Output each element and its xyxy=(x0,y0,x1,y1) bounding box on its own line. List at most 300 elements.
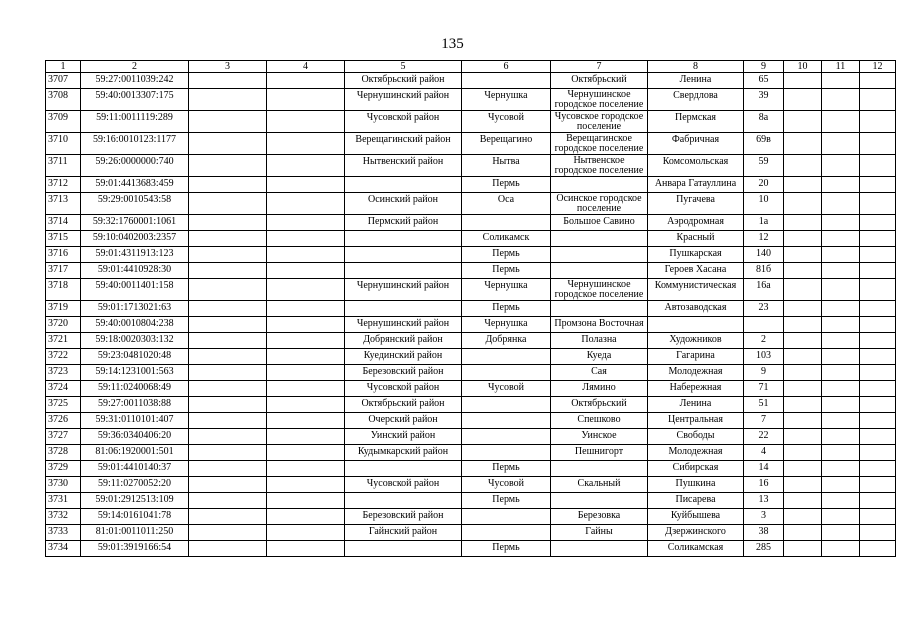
table-cell-col-10 xyxy=(784,89,822,111)
table-cell-col-10 xyxy=(784,525,822,541)
table-cell-col-11 xyxy=(822,413,860,429)
table-cell-col-2: 59:11:0240068:49 xyxy=(81,381,189,397)
table-cell-col-3 xyxy=(189,193,267,215)
table-cell-col-4 xyxy=(267,461,345,477)
table-cell-col-11 xyxy=(822,349,860,365)
table-cell-col-8: Ленина xyxy=(648,397,744,413)
table-cell-col-4 xyxy=(267,301,345,317)
table-row xyxy=(46,89,896,111)
table-cell-col-10 xyxy=(784,133,822,155)
table-cell-col-2: 59:36:0340406:20 xyxy=(81,429,189,445)
table-cell-col-5 xyxy=(345,493,462,509)
table-cell-col-3 xyxy=(189,477,267,493)
table-cell-col-7: Куеда xyxy=(551,349,648,365)
table-cell-col-5: Октябрьский район xyxy=(345,73,462,89)
table-cell-col-7 xyxy=(551,177,648,193)
table-cell-col-5 xyxy=(345,177,462,193)
table-cell-col-2: 59:31:0110101:407 xyxy=(81,413,189,429)
table-cell-col-7: Березовка xyxy=(551,509,648,525)
table-cell-col-1: 3707 xyxy=(46,73,81,89)
table-cell-col-6: Чусовой xyxy=(462,111,551,133)
table-cell-col-8: Автозаводская xyxy=(648,301,744,317)
table-cell-col-10 xyxy=(784,413,822,429)
table-cell-col-12 xyxy=(860,365,896,381)
table-row xyxy=(46,397,896,413)
table-cell-col-6: Пермь xyxy=(462,177,551,193)
table-cell-col-2: 59:23:0481020:48 xyxy=(81,349,189,365)
table-cell-col-1: 3720 xyxy=(46,317,81,333)
table-cell-col-9: 22 xyxy=(744,429,784,445)
table-cell-col-5: Уинский район xyxy=(345,429,462,445)
table-cell-col-3 xyxy=(189,525,267,541)
table-cell-col-3 xyxy=(189,215,267,231)
table-cell-col-9 xyxy=(744,317,784,333)
table-cell-col-3 xyxy=(189,247,267,263)
table-cell-col-9: 51 xyxy=(744,397,784,413)
table-cell-col-9: 2 xyxy=(744,333,784,349)
table-cell-col-2: 59:18:0020303:132 xyxy=(81,333,189,349)
table-cell-col-9: 8а xyxy=(744,111,784,133)
table-cell-col-12 xyxy=(860,111,896,133)
table-cell-col-7 xyxy=(551,461,648,477)
table-cell-col-5: Октябрьский район xyxy=(345,397,462,413)
table-row xyxy=(46,279,896,301)
table-cell-col-11 xyxy=(822,177,860,193)
column-header-1: 1 xyxy=(46,61,81,73)
table-cell-col-5: Кудымкарский район xyxy=(345,445,462,461)
table-cell-col-12 xyxy=(860,133,896,155)
table-cell-col-1: 3711 xyxy=(46,155,81,177)
table-cell-col-7 xyxy=(551,493,648,509)
table-cell-col-8: Дзержинского xyxy=(648,525,744,541)
table-cell-col-3 xyxy=(189,509,267,525)
table-cell-col-4 xyxy=(267,89,345,111)
table-cell-col-11 xyxy=(822,155,860,177)
table-cell-col-7: Уинское xyxy=(551,429,648,445)
table-cell-col-11 xyxy=(822,429,860,445)
table-cell-col-9: 39 xyxy=(744,89,784,111)
table-cell-col-2: 59:01:4410928:30 xyxy=(81,263,189,279)
table-cell-col-6 xyxy=(462,215,551,231)
table-cell-col-4 xyxy=(267,541,345,557)
table-cell-col-6: Чернушка xyxy=(462,89,551,111)
table-row xyxy=(46,445,896,461)
table-cell-col-9: 3 xyxy=(744,509,784,525)
table-cell-col-6 xyxy=(462,429,551,445)
table-row xyxy=(46,177,896,193)
table-cell-col-10 xyxy=(784,429,822,445)
table-cell-col-12 xyxy=(860,301,896,317)
table-cell-col-4 xyxy=(267,509,345,525)
table-cell-col-8: Гагарина xyxy=(648,349,744,365)
table-cell-col-6 xyxy=(462,365,551,381)
table-row xyxy=(46,525,896,541)
table-cell-col-4 xyxy=(267,133,345,155)
table-cell-col-1: 3719 xyxy=(46,301,81,317)
column-header-2: 2 xyxy=(81,61,189,73)
table-cell-col-4 xyxy=(267,365,345,381)
table-cell-col-1: 3722 xyxy=(46,349,81,365)
table-cell-col-12 xyxy=(860,541,896,557)
registry-table xyxy=(45,60,896,557)
table-cell-col-2: 59:40:0010804:238 xyxy=(81,317,189,333)
table-cell-col-6 xyxy=(462,413,551,429)
table-cell-col-8: Сибирская xyxy=(648,461,744,477)
table-cell-col-9: 65 xyxy=(744,73,784,89)
table-cell-col-9: 14 xyxy=(744,461,784,477)
table-row xyxy=(46,111,896,133)
column-header-8: 8 xyxy=(648,61,744,73)
table-cell-col-9: 69в xyxy=(744,133,784,155)
table-cell-col-5: Чусовской район xyxy=(345,477,462,493)
table-cell-col-12 xyxy=(860,349,896,365)
table-cell-col-11 xyxy=(822,493,860,509)
table-cell-col-7 xyxy=(551,247,648,263)
table-cell-col-3 xyxy=(189,133,267,155)
table-row xyxy=(46,231,896,247)
table-cell-col-5 xyxy=(345,541,462,557)
table-cell-col-7: Осинское городское поселение xyxy=(551,193,648,215)
table-cell-col-1: 3725 xyxy=(46,397,81,413)
table-cell-col-9: 285 xyxy=(744,541,784,557)
table-cell-col-5: Березовский район xyxy=(345,365,462,381)
table-cell-col-4 xyxy=(267,263,345,279)
table-cell-col-8: Пушкарская xyxy=(648,247,744,263)
table-cell-col-6: Пермь xyxy=(462,493,551,509)
table-row xyxy=(46,215,896,231)
table-row xyxy=(46,541,896,557)
table-cell-col-11 xyxy=(822,193,860,215)
table-cell-col-2: 59:14:1231001:563 xyxy=(81,365,189,381)
table-cell-col-2: 59:01:2912513:109 xyxy=(81,493,189,509)
table-cell-col-12 xyxy=(860,525,896,541)
table-cell-col-8: Ленина xyxy=(648,73,744,89)
table-cell-col-7: Чернушинское городское поселение xyxy=(551,279,648,301)
table-cell-col-10 xyxy=(784,279,822,301)
table-cell-col-4 xyxy=(267,525,345,541)
table-cell-col-11 xyxy=(822,89,860,111)
table-cell-col-3 xyxy=(189,413,267,429)
table-cell-col-12 xyxy=(860,461,896,477)
table-cell-col-9: 38 xyxy=(744,525,784,541)
table-cell-col-11 xyxy=(822,263,860,279)
table-cell-col-12 xyxy=(860,231,896,247)
table-cell-col-11 xyxy=(822,111,860,133)
table-cell-col-1: 3734 xyxy=(46,541,81,557)
table-cell-col-7: Верещагинское городское поселение xyxy=(551,133,648,155)
table-cell-col-4 xyxy=(267,349,345,365)
table-cell-col-1: 3724 xyxy=(46,381,81,397)
table-row xyxy=(46,381,896,397)
table-cell-col-10 xyxy=(784,215,822,231)
table-cell-col-10 xyxy=(784,231,822,247)
table-cell-col-5: Пермский район xyxy=(345,215,462,231)
table-cell-col-8: Анвара Гатауллина xyxy=(648,177,744,193)
table-cell-col-12 xyxy=(860,493,896,509)
table-cell-col-6: Чусовой xyxy=(462,477,551,493)
table-cell-col-5 xyxy=(345,263,462,279)
table-cell-col-11 xyxy=(822,461,860,477)
table-cell-col-7: Полазна xyxy=(551,333,648,349)
table-cell-col-3 xyxy=(189,445,267,461)
table-cell-col-2: 59:27:0011038:88 xyxy=(81,397,189,413)
table-cell-col-9: 103 xyxy=(744,349,784,365)
table-cell-col-9: 20 xyxy=(744,177,784,193)
column-header-9: 9 xyxy=(744,61,784,73)
table-cell-col-11 xyxy=(822,317,860,333)
table-cell-col-10 xyxy=(784,509,822,525)
table-row xyxy=(46,365,896,381)
table-cell-col-8: Пугачева xyxy=(648,193,744,215)
table-cell-col-2: 59:01:1713021:63 xyxy=(81,301,189,317)
table-cell-col-2: 59:40:0011401:158 xyxy=(81,279,189,301)
table-cell-col-10 xyxy=(784,493,822,509)
table-cell-col-8: Красный xyxy=(648,231,744,247)
table-cell-col-7: Октябрьский xyxy=(551,73,648,89)
table-cell-col-6 xyxy=(462,397,551,413)
table-cell-col-3 xyxy=(189,365,267,381)
table-cell-col-2: 59:27:0011039:242 xyxy=(81,73,189,89)
table-cell-col-6 xyxy=(462,509,551,525)
table-cell-col-8: Комсомольская xyxy=(648,155,744,177)
table-cell-col-3 xyxy=(189,111,267,133)
table-cell-col-8: Центральная xyxy=(648,413,744,429)
table-cell-col-8: Свободы xyxy=(648,429,744,445)
table-cell-col-2: 59:11:0270052:20 xyxy=(81,477,189,493)
column-header-11: 11 xyxy=(822,61,860,73)
table-cell-col-12 xyxy=(860,477,896,493)
column-header-12: 12 xyxy=(860,61,896,73)
table-cell-col-3 xyxy=(189,461,267,477)
table-cell-col-10 xyxy=(784,381,822,397)
data-table xyxy=(45,60,896,557)
table-cell-col-6: Пермь xyxy=(462,461,551,477)
table-cell-col-5: Чусовской район xyxy=(345,111,462,133)
table-cell-col-7: Промзона Восточная xyxy=(551,317,648,333)
table-cell-col-12 xyxy=(860,317,896,333)
table-cell-col-2: 81:01:0011011:250 xyxy=(81,525,189,541)
column-header-10: 10 xyxy=(784,61,822,73)
table-cell-col-6: Нытва xyxy=(462,155,551,177)
table-cell-col-4 xyxy=(267,231,345,247)
table-cell-col-1: 3712 xyxy=(46,177,81,193)
table-cell-col-5: Гайнский район xyxy=(345,525,462,541)
table-cell-col-3 xyxy=(189,541,267,557)
table-cell-col-8: Писарева xyxy=(648,493,744,509)
table-row xyxy=(46,317,896,333)
table-row xyxy=(46,509,896,525)
table-cell-col-3 xyxy=(189,301,267,317)
table-cell-col-5: Березовский район xyxy=(345,509,462,525)
table-cell-col-4 xyxy=(267,155,345,177)
table-cell-col-7: Пешнигорт xyxy=(551,445,648,461)
table-cell-col-10 xyxy=(784,397,822,413)
table-cell-col-12 xyxy=(860,381,896,397)
table-cell-col-4 xyxy=(267,111,345,133)
table-cell-col-12 xyxy=(860,509,896,525)
table-cell-col-4 xyxy=(267,429,345,445)
table-cell-col-1: 3716 xyxy=(46,247,81,263)
table-cell-col-1: 3727 xyxy=(46,429,81,445)
table-row xyxy=(46,349,896,365)
table-row xyxy=(46,263,896,279)
table-cell-col-8: Фабричная xyxy=(648,133,744,155)
table-cell-col-11 xyxy=(822,333,860,349)
table-cell-col-3 xyxy=(189,73,267,89)
table-row xyxy=(46,155,896,177)
table-cell-col-11 xyxy=(822,477,860,493)
column-header-5: 5 xyxy=(345,61,462,73)
table-cell-col-9: 7 xyxy=(744,413,784,429)
table-cell-col-6 xyxy=(462,445,551,461)
table-cell-col-4 xyxy=(267,333,345,349)
table-cell-col-12 xyxy=(860,279,896,301)
table-row xyxy=(46,429,896,445)
table-cell-col-8: Героев Хасана xyxy=(648,263,744,279)
table-row xyxy=(46,413,896,429)
table-cell-col-4 xyxy=(267,177,345,193)
table-cell-col-4 xyxy=(267,477,345,493)
table-cell-col-7: Чусовское городское поселение xyxy=(551,111,648,133)
table-cell-col-8: Аэродромная xyxy=(648,215,744,231)
table-cell-col-7 xyxy=(551,541,648,557)
table-cell-col-1: 3714 xyxy=(46,215,81,231)
table-cell-col-6: Пермь xyxy=(462,247,551,263)
table-cell-col-10 xyxy=(784,247,822,263)
table-cell-col-7: Октябрьский xyxy=(551,397,648,413)
table-cell-col-2: 59:01:4311913:123 xyxy=(81,247,189,263)
table-cell-col-1: 3715 xyxy=(46,231,81,247)
table-cell-col-4 xyxy=(267,247,345,263)
table-row xyxy=(46,73,896,89)
table-cell-col-9: 59 xyxy=(744,155,784,177)
table-cell-col-5 xyxy=(345,247,462,263)
table-cell-col-2: 59:16:0010123:1177 xyxy=(81,133,189,155)
table-cell-col-2: 59:01:4410140:37 xyxy=(81,461,189,477)
table-cell-col-7: Чернушинское городское поселение xyxy=(551,89,648,111)
table-cell-col-12 xyxy=(860,247,896,263)
table-cell-col-8: Пушкина xyxy=(648,477,744,493)
table-cell-col-5 xyxy=(345,461,462,477)
table-cell-col-12 xyxy=(860,429,896,445)
table-cell-col-3 xyxy=(189,429,267,445)
table-cell-col-11 xyxy=(822,525,860,541)
table-cell-col-4 xyxy=(267,279,345,301)
table-cell-col-3 xyxy=(189,493,267,509)
table-cell-col-10 xyxy=(784,193,822,215)
table-cell-col-6: Чусовой xyxy=(462,381,551,397)
table-cell-col-8: Молодежная xyxy=(648,365,744,381)
table-cell-col-2: 59:11:0011119:289 xyxy=(81,111,189,133)
table-cell-col-11 xyxy=(822,381,860,397)
table-cell-col-6: Соликамск xyxy=(462,231,551,247)
table-cell-col-5: Куединский район xyxy=(345,349,462,365)
table-cell-col-8: Свердлова xyxy=(648,89,744,111)
table-cell-col-11 xyxy=(822,133,860,155)
table-cell-col-3 xyxy=(189,349,267,365)
table-cell-col-11 xyxy=(822,301,860,317)
table-cell-col-4 xyxy=(267,445,345,461)
table-cell-col-10 xyxy=(784,541,822,557)
table-cell-col-1: 3723 xyxy=(46,365,81,381)
table-cell-col-10 xyxy=(784,317,822,333)
column-header-7: 7 xyxy=(551,61,648,73)
table-cell-col-9: 4 xyxy=(744,445,784,461)
table-cell-col-3 xyxy=(189,279,267,301)
column-header-6: 6 xyxy=(462,61,551,73)
table-cell-col-7: Сая xyxy=(551,365,648,381)
table-cell-col-3 xyxy=(189,89,267,111)
table-cell-col-6: Пермь xyxy=(462,541,551,557)
table-cell-col-3 xyxy=(189,263,267,279)
table-cell-col-1: 3717 xyxy=(46,263,81,279)
table-cell-col-1: 3730 xyxy=(46,477,81,493)
table-row xyxy=(46,133,896,155)
table-cell-col-12 xyxy=(860,155,896,177)
table-cell-col-5: Чернушинский район xyxy=(345,89,462,111)
table-cell-col-11 xyxy=(822,365,860,381)
table-row xyxy=(46,461,896,477)
table-cell-col-6 xyxy=(462,525,551,541)
table-cell-col-1: 3729 xyxy=(46,461,81,477)
table-cell-col-11 xyxy=(822,445,860,461)
table-cell-col-4 xyxy=(267,193,345,215)
table-cell-col-6 xyxy=(462,349,551,365)
table-cell-col-8: Коммунистическая xyxy=(648,279,744,301)
table-cell-col-2: 59:01:4413683:459 xyxy=(81,177,189,193)
table-cell-col-9: 9 xyxy=(744,365,784,381)
table-cell-col-5: Нытвенский район xyxy=(345,155,462,177)
table-cell-col-1: 3718 xyxy=(46,279,81,301)
table-cell-col-12 xyxy=(860,263,896,279)
table-cell-col-1: 3708 xyxy=(46,89,81,111)
table-cell-col-10 xyxy=(784,177,822,193)
column-header-4: 4 xyxy=(267,61,345,73)
table-cell-col-4 xyxy=(267,381,345,397)
table-row xyxy=(46,333,896,349)
table-cell-col-2: 59:14:0161041:78 xyxy=(81,509,189,525)
table-cell-col-1: 3709 xyxy=(46,111,81,133)
table-cell-col-6: Верещагино xyxy=(462,133,551,155)
table-cell-col-5: Верещагинский район xyxy=(345,133,462,155)
table-cell-col-12 xyxy=(860,177,896,193)
table-cell-col-10 xyxy=(784,111,822,133)
page-number: 135 xyxy=(441,36,464,52)
table-cell-col-1: 3732 xyxy=(46,509,81,525)
table-cell-col-9: 81б xyxy=(744,263,784,279)
table-row xyxy=(46,193,896,215)
table-cell-col-6: Чернушка xyxy=(462,317,551,333)
table-cell-col-3 xyxy=(189,333,267,349)
table-cell-col-5: Чусовской район xyxy=(345,381,462,397)
table-cell-col-8: Набережная xyxy=(648,381,744,397)
table-cell-col-9: 16 xyxy=(744,477,784,493)
table-cell-col-1: 3713 xyxy=(46,193,81,215)
table-cell-col-10 xyxy=(784,301,822,317)
table-row xyxy=(46,301,896,317)
table-cell-col-1: 3733 xyxy=(46,525,81,541)
table-cell-col-3 xyxy=(189,317,267,333)
table-cell-col-11 xyxy=(822,231,860,247)
table-cell-col-2: 59:32:1760001:1061 xyxy=(81,215,189,231)
table-cell-col-9: 140 xyxy=(744,247,784,263)
table-cell-col-6: Добрянка xyxy=(462,333,551,349)
table-cell-col-1: 3731 xyxy=(46,493,81,509)
table-cell-col-1: 3728 xyxy=(46,445,81,461)
table-cell-col-10 xyxy=(784,73,822,89)
table-cell-col-3 xyxy=(189,155,267,177)
table-cell-col-7: Скальный xyxy=(551,477,648,493)
